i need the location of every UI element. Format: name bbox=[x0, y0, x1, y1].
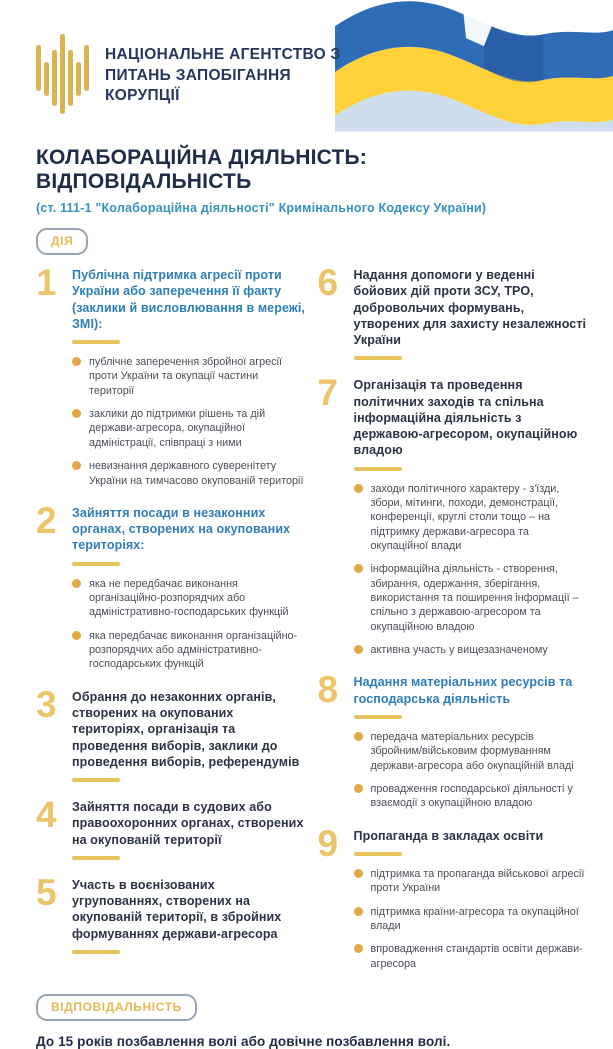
heading-underline bbox=[354, 467, 402, 471]
bullet-text: яка передбачає виконання організаційно-розпорядчих або адміністративно-господарських функцій bbox=[89, 629, 298, 671]
item-heading: Зайняття посади в незаконних органах, створених на окупованих територіях: bbox=[72, 505, 291, 553]
responsibility-badge: ВІДПОВІДАЛЬНІСТЬ bbox=[36, 994, 197, 1021]
bullet-text: активна участь у вищезазначеному bbox=[370, 644, 548, 657]
heading-underline bbox=[72, 778, 120, 782]
bullet-item bbox=[354, 730, 588, 773]
bullet-item bbox=[354, 643, 588, 657]
bullet-item bbox=[72, 577, 306, 620]
bullet-text: впровадження стандартів освіти держави-агресора bbox=[370, 943, 583, 970]
item-heading: Надання матеріальних ресурсів та господарська діяльність bbox=[353, 675, 573, 706]
bullet-text: підтримка та пропаганда військової агресії проти України bbox=[370, 868, 585, 895]
item-5 bbox=[36, 871, 306, 954]
item-heading: Пропаганда в закладах освіти bbox=[353, 828, 544, 843]
item-number: 9 bbox=[317, 822, 339, 864]
bullet-text: передача матеріальних ресурсів збройним/військовим формуванням держави-агресора або окупаційній владі bbox=[370, 730, 574, 772]
bullet-item bbox=[354, 942, 588, 971]
bullet-item bbox=[354, 905, 588, 934]
responsibility-badge-wrap bbox=[0, 988, 613, 1021]
item-number: 4 bbox=[36, 794, 57, 836]
header bbox=[0, 0, 613, 120]
title-block bbox=[0, 120, 613, 215]
bullet-item bbox=[354, 782, 588, 811]
item-heading: Надання допомоги у веденні бойових дій проти ЗСУ, ТРО, добровольчих формувань, утворених для захисту незалежності України bbox=[353, 268, 587, 347]
item-1 bbox=[36, 262, 306, 488]
item-8 bbox=[317, 669, 588, 810]
bullet-text: заклики до підтримки рішень та дій держави-агресора, окупаційної адміністрації, співпраці з ними bbox=[89, 408, 266, 449]
bullet-dot-icon bbox=[354, 645, 363, 654]
bullet-text: підтримка країни-агресора та окупаційної влади bbox=[370, 905, 579, 933]
bullet-dot-icon bbox=[354, 564, 363, 573]
bullet-item bbox=[72, 407, 306, 450]
bullet-text: інформаційна діяльність - створення, збирання, одержання, зберігання, використання та поширення інформації – спільно з державою-агресором та окупаційною владою bbox=[370, 563, 579, 633]
item-3 bbox=[36, 683, 306, 782]
bullet-text: невизнання державного суверенітету України на тимчасово окупованій території bbox=[89, 460, 304, 487]
left-column bbox=[36, 262, 306, 988]
bullet-text: провадження господарської діяльності у взаємодії з окупаційною владою bbox=[370, 783, 573, 810]
item-number: 1 bbox=[36, 262, 57, 303]
item-9 bbox=[317, 822, 588, 971]
item-number: 3 bbox=[36, 683, 57, 725]
bullet-dot-icon bbox=[354, 784, 363, 793]
bullet-dot-icon bbox=[354, 732, 363, 741]
heading-underline bbox=[72, 340, 120, 344]
bullet-dot-icon bbox=[72, 631, 81, 640]
heading-underline bbox=[72, 856, 120, 860]
bullet-item bbox=[354, 482, 588, 554]
bullet-dot-icon bbox=[354, 907, 363, 916]
bullet-item bbox=[72, 459, 306, 488]
bullet-item bbox=[72, 629, 306, 672]
item-heading: Зайняття посади в судових або правоохоронних органах, створених на окупованій території bbox=[72, 800, 304, 847]
bullet-text: публічне заперечення збройної агресії проти України та окупації частини території bbox=[89, 356, 282, 397]
bullet-dot-icon bbox=[72, 357, 81, 366]
heading-underline bbox=[72, 950, 120, 954]
bullet-item bbox=[354, 867, 588, 896]
item-number: 5 bbox=[36, 871, 57, 913]
content-columns bbox=[0, 255, 613, 988]
nazk-logo-icon bbox=[36, 32, 89, 120]
bullet-item bbox=[354, 562, 588, 634]
heading-underline bbox=[354, 715, 402, 719]
bullet-dot-icon bbox=[354, 484, 363, 493]
heading-underline bbox=[354, 852, 402, 856]
org-name: НАЦІОНАЛЬНЕ АГЕНТСТВО З ПИТАНЬ ЗАПОБІГАННЯ КОРУПЦІЇ bbox=[105, 45, 341, 105]
item-heading: Організація та проведення політичних заходів та спільна інформаційна діяльність з державою-агресором, окупаційною владою bbox=[353, 378, 578, 458]
bullet-item bbox=[72, 355, 306, 398]
action-badge: ДІЯ bbox=[36, 228, 88, 255]
bullet-text: яка не передбачає виконання організаційно-розпорядчих або адміністративно-господарських функцій bbox=[89, 577, 289, 619]
item-2 bbox=[36, 499, 306, 672]
heading-underline bbox=[354, 356, 402, 360]
right-column bbox=[317, 262, 588, 988]
page-title: КОЛАБОРАЦІЙНА ДІЯЛЬНІСТЬ: ВІДПОВІДАЛЬНІСТЬ bbox=[36, 146, 367, 193]
item-4 bbox=[36, 794, 306, 860]
heading-underline bbox=[72, 562, 120, 566]
bullet-dot-icon bbox=[72, 579, 81, 588]
penalty-text: До 15 років позбавлення волі або довічне позбавлення волі. bbox=[36, 1034, 451, 1049]
item-number: 6 bbox=[317, 262, 339, 303]
page-subtitle: (ст. 111-1 "Колабораційна діяльності" Кримінального Кодексу України) bbox=[36, 201, 487, 215]
action-badge-wrap bbox=[0, 215, 613, 255]
item-number: 7 bbox=[317, 372, 339, 414]
item-heading: Участь в воєнізованих угрупованнях, створених на окупованій території, в збройних формуваннях держави-агресора bbox=[72, 877, 282, 941]
item-number: 2 bbox=[36, 499, 57, 541]
bullet-dot-icon bbox=[72, 409, 81, 418]
bullet-dot-icon bbox=[354, 944, 363, 953]
item-6 bbox=[317, 262, 588, 360]
item-heading: Обрання до незаконних органів, створених на окупованих територіях, організація та проведення виборів, заклики до проведення виборів, референдумів bbox=[72, 689, 300, 769]
bullet-dot-icon bbox=[72, 461, 81, 470]
item-7 bbox=[317, 372, 588, 657]
item-number: 8 bbox=[317, 669, 339, 711]
bullet-text: заходи політичного характеру - з'їзди, збори, мітинги, походи, демонстрації, конференції, круглі столи тощо – на підтримку держави-агресора та окупаційної влади bbox=[370, 482, 560, 552]
item-heading: Публічна підтримка агресії проти України або заперечення її факту (заклики й висловлювання в мережі, ЗМІ): bbox=[72, 268, 305, 331]
bullet-dot-icon bbox=[354, 869, 363, 878]
